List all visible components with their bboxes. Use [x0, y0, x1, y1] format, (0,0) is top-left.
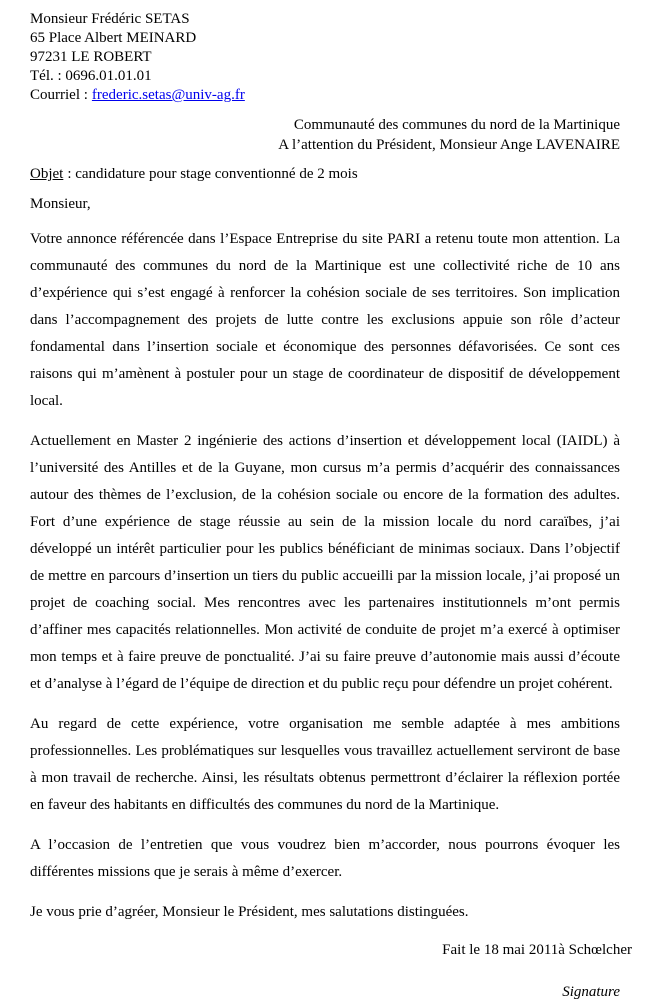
subject-label: Objet — [30, 166, 64, 182]
sender-address-line2: 97231 LE ROBERT — [30, 49, 152, 65]
body-paragraph: Actuellement en Master 2 ingénierie des actions d’insertion et développement local (IAIDL) à l’université des Antilles et de la Guyane, mon cursus m’a permis d’acquérir des connaissances autour des thèmes de l’exclusion, de la cohésion sociale ou encore de la formation des adultes. Fort d’une expérience de stage réussie au sein de la mission locale du nord caraïbes, j’ai développé un intérêt particulier pour les publics bénéficiant de minimas sociaux. Dans l’objectif de mettre en parcours d’insertion un tiers du public accueilli par la mission locale, j’ai proposé un projet de coaching social. Mes rencontres avec les partenaires institutionnels m’ont permis d’affiner mes capacités relationnelles. Mon activité de conduite de projet m’a exercé à optimiser mon temps et à faire preuve de ponctualité. J’ai su faire preuve d’autonomie mais aussi d’écoute et d’analyse à l’égard de l’équipe de direction et du public reçu pour défendre un projet cohérent. — [30, 433, 620, 692]
recipient-organization: Communauté des communes du nord de la Martinique — [293, 117, 620, 133]
body-paragraph: Je vous prie d’agréer, Monsieur le Président, mes salutations distinguées. — [30, 904, 469, 920]
subject-text: : candidature pour stage conventionné de 2 mois — [67, 166, 358, 182]
body-paragraph: Au regard de cette expérience, votre organisation me semble adaptée à mes ambitions professionnelles. Les problématiques sur lesquelles vous travaillez actuellement serviront de base à mon travail de recherche. Ainsi, les résultats obtenus permettront d’éclairer la réflexion portée en faveur des habitants en difficultés des communes du nord de la Martinique. — [30, 716, 620, 813]
recipient-block — [30, 115, 620, 155]
sender-email-line — [30, 86, 620, 105]
body-paragraph: A l’occasion de l’entretien que vous voudrez bien m’accorder, nous pourrons évoquer les différentes missions que je serais à même d’exercer. — [30, 837, 620, 880]
sender-email-link[interactable]: frederic.setas@univ-ag.fr — [91, 87, 245, 103]
salutation: Monsieur, — [30, 196, 91, 212]
recipient-attention: A l’attention du Président, Monsieur Ange LAVENAIRE — [278, 137, 620, 153]
date-place-line: Fait le 18 mai 2011à Schœlcher — [442, 942, 632, 958]
signature-label: Signature — [562, 984, 620, 1000]
sender-email-label: Courriel : — [30, 87, 88, 103]
sender-name: Monsieur Frédéric SETAS — [30, 11, 190, 27]
body-paragraph: Votre annonce référencée dans l’Espace Entreprise du site PARI a retenu toute mon attention. La communauté des communes du nord de la Martinique est une collectivité riche de 10 ans d’expérience qui s’est engagé à renforcer la cohésion sociale de ses territoires. Son implication dans l’accompagnement des projets de lutte contre les exclusions appuie son rôle d’acteur fondamental dans l’insertion sociale et économique des personnes défavorisées. Ce sont ces raisons qui m’amènent à postuler pour un stage de coordinateur de dispositif de développement local. — [30, 231, 620, 409]
subject-line — [30, 166, 620, 183]
sender-address-line1: 65 Place Albert MEINARD — [30, 30, 197, 46]
sender-phone: Tél. : 0696.01.01.01 — [30, 68, 152, 84]
sender-block — [30, 10, 620, 105]
